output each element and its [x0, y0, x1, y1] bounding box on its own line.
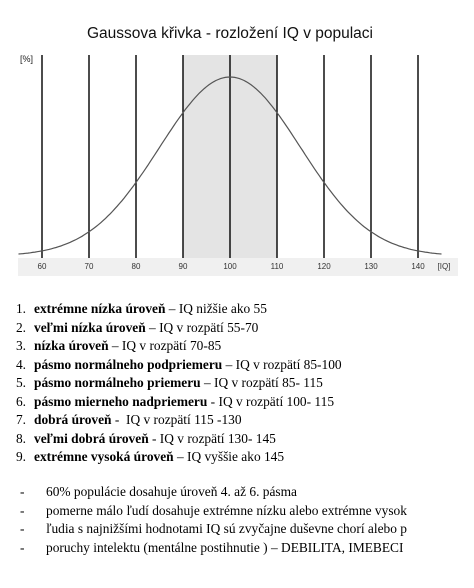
level-name: extrémne nízka úroveň	[34, 301, 166, 316]
iq-gauss-chart	[0, 0, 474, 285]
level-name: veľmi dobrá úroveň	[34, 430, 149, 446]
level-item	[8, 411, 474, 430]
level-range: – IQ v rozpätí 85- 115	[200, 375, 323, 390]
note-text: ľudia s najnižšími hodnotami IQ sú zvyčajne duševne chorí alebo p	[46, 521, 407, 536]
level-item	[8, 300, 474, 319]
level-name: dobrá úroveň	[34, 412, 112, 427]
level-item	[8, 356, 474, 375]
level-name: extrémne vysoká úroveň	[34, 449, 174, 464]
level-number: 5.	[15, 375, 26, 390]
level-name: nízka úroveň	[34, 338, 109, 353]
x-tick-label-70: 70	[84, 262, 94, 271]
note-dash: -	[20, 484, 25, 499]
level-number: 1.	[15, 301, 26, 316]
x-tick-label-120: 120	[317, 262, 331, 271]
level-number: 4.	[15, 356, 26, 372]
note-item	[8, 483, 474, 502]
note-item	[8, 520, 474, 539]
level-name: pásmo normálneho priemeru	[34, 375, 201, 390]
x-tick-label-100: 100	[223, 262, 237, 271]
iq-levels-list	[8, 300, 474, 467]
note-item	[8, 502, 474, 521]
chart-title: Gaussova křivka - rozložení IQ v populaci	[86, 25, 374, 42]
level-range: – IQ nižšie ako 55	[165, 301, 267, 316]
note-text: 60% populácie dosahuje úroveň 4. až 6. pásma	[46, 484, 297, 499]
chart-svg	[0, 0, 474, 285]
x-tick-label-130: 130	[364, 262, 378, 271]
level-item	[8, 430, 474, 449]
level-range: – IQ v rozpätí 85-100	[222, 356, 342, 372]
level-item	[8, 319, 474, 338]
level-name: pásmo mierneho nadpriemeru	[34, 393, 208, 409]
level-range: - IQ v rozpätí 130- 145	[148, 430, 276, 446]
level-number: 8.	[15, 430, 26, 446]
note-dash: -	[20, 521, 25, 536]
level-number: 9.	[15, 449, 26, 464]
x-axis-label: [IQ]	[437, 262, 451, 271]
level-item	[8, 337, 474, 356]
x-tick-label-110: 110	[270, 262, 284, 271]
level-range: – IQ v rozpätí 55-70	[145, 319, 259, 335]
level-range: – IQ vyššie ako 145	[173, 449, 285, 464]
level-number: 7.	[15, 412, 26, 427]
level-number: 2.	[15, 319, 26, 335]
level-item	[8, 374, 474, 393]
level-range: - IQ v rozpätí 115 -130	[111, 412, 242, 427]
note-item	[8, 539, 474, 558]
note-dash: -	[20, 539, 25, 555]
x-tick-label-90: 90	[178, 262, 188, 271]
x-tick-label-80: 80	[131, 262, 141, 271]
level-name: pásmo normálneho podpriemeru	[34, 356, 223, 372]
note-dash: -	[20, 502, 25, 518]
level-range: – IQ v rozpätí 70-85	[108, 338, 222, 353]
level-item	[8, 393, 474, 412]
level-item	[8, 448, 474, 467]
x-tick-label-60: 60	[37, 262, 47, 271]
note-text: poruchy intelektu (mentálne postihnutie ) – DEBILITA, IMEBECI	[46, 539, 404, 555]
iq-notes-list	[8, 483, 474, 557]
level-number: 3.	[15, 338, 26, 353]
level-name: veľmi nízka úroveň	[34, 319, 146, 335]
y-axis-label: [%]	[20, 54, 34, 64]
note-text: pomerne málo ľudí dosahuje extrémne nízku alebo extrémne vysok	[46, 502, 407, 518]
level-number: 6.	[15, 393, 26, 409]
x-tick-label-140: 140	[411, 262, 425, 271]
level-range: - IQ v rozpätí 100- 115	[207, 393, 335, 409]
